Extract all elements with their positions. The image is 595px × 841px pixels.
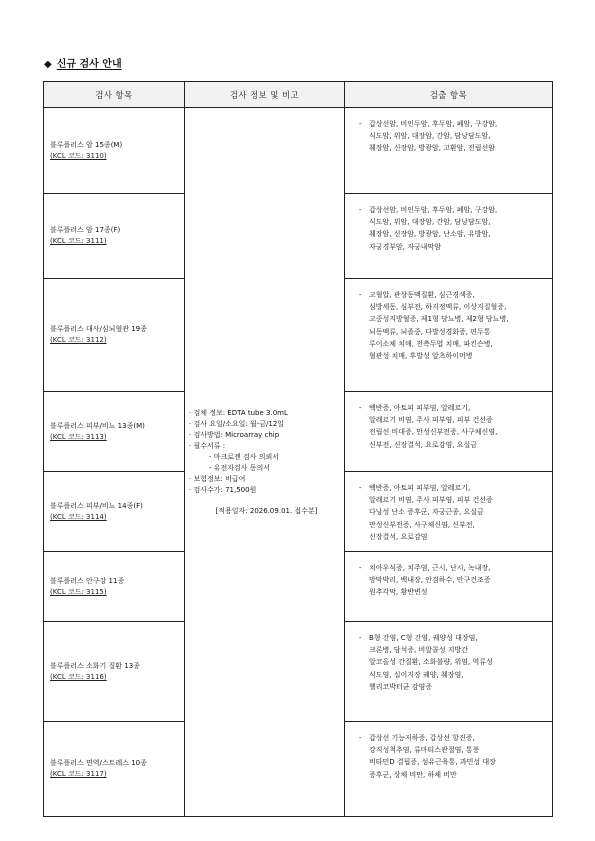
detected-items-list [359,482,546,543]
dash-bullet-icon: - [359,206,362,214]
detected-item-line: 전립선 비대증, 만성신부전증, 사구체신염, [369,428,498,437]
detected-item-line: 갑상선 기능저하증, 갑상선 항진증, [369,734,475,742]
dash-bullet-icon: - [359,564,362,572]
detected-item-line: 식도염, 십이지장 궤양, 췌장염, [369,670,464,679]
dash-bullet-icon: - [359,734,362,742]
kcl-code: (KCL 코드: 3114) [50,512,107,521]
header-test-info: 검사 정보 및 비고 [185,82,345,108]
detected-items-cell [345,722,553,817]
detected-item-line: 식도암, 위암, 대장암, 간암, 담낭담도암, [369,218,491,227]
detected-items-list [359,402,546,451]
detected-items-list [359,632,546,693]
detected-items-list [359,289,546,362]
info-line: · 검사방법: Microarray chip [189,430,280,439]
kcl-code: (KCL 코드: 3113) [50,432,107,441]
detected-item-line: 증후군, 상체 비만, 하체 비만 [369,770,457,779]
test-name: 블루플러스 대사/심뇌혈관 19종 [50,325,147,333]
detected-item-line: 크론병, 담석증, 비알콜성 지방간 [369,646,469,655]
info-line: · 검체 정보: EDTA tube 3.0mL [189,408,288,417]
detected-item-line: 비타민D 결핍증, 섬유근육통, 과민성 대장 [369,758,496,767]
detected-item-line: 고혈압, 관상동맥질환, 심근경색증, [369,291,475,299]
detected-items-cell [345,552,553,622]
test-name: 블루플러스 소화기 질환 13종 [50,661,140,670]
detected-item-line: 원추각막, 황반변성 [369,588,428,597]
detected-item-line: 신부전, 신장결석, 요로감염, 요실금 [369,440,478,449]
detected-item-line: 췌장암, 신장암, 방광암, 고환암, 전립선암 [369,144,495,153]
detected-item-line: 백반증, 아토피 피부염, 알레르기, [369,484,471,492]
diamond-bullet-icon: ◆ [44,59,52,70]
detected-items-cell [345,392,553,472]
dash-bullet-icon: - [359,484,362,492]
test-name: 블루플러스 피부/비뇨 13종(M) [50,421,145,430]
detected-item-line: 알코올성 간질환, 소화불량, 위염, 역류성 [369,658,493,667]
test-name-cell [44,472,185,552]
detected-item-line: 치아우식증, 치주염, 근시, 난시, 녹내장, [369,564,491,572]
test-table [43,81,553,817]
detected-items-cell [345,279,553,392]
detected-item-line: 갑상선암, 비인두암, 후두암, 폐암, 구강암, [369,206,498,214]
test-name: 블루플러스 암 17종(F) [50,226,121,234]
detected-item-line: 만성신부전증, 사구체신염, 신부전, [369,520,475,529]
detected-item-line: 고중성지방혈증, 제1형 당뇨병, 제2형 당뇨병, [369,315,509,324]
test-name-cell [44,279,185,392]
test-name: 블루플러스 피부/비뇨 14종(F) [50,501,143,510]
detected-item-line: 췌장암, 신장암, 방광암, 난소암, 유방암, [369,230,491,239]
header-test-item: 검사 항목 [44,82,185,108]
detected-item-line: 백반증, 아토피 피부염, 알레르기, [369,404,471,412]
detected-item-line: 알레르기 비염, 주사 피부염, 피부 건선증 [369,496,493,505]
detected-items-list [359,732,546,781]
header-detected-items: 검출 항목 [345,82,553,108]
detected-item-line: 다낭성 난소 증후군, 자궁근종, 요실금 [369,508,484,517]
test-name: 블루플러스 안구강 11종 [50,576,125,585]
detected-item-line: 알레르기 비염, 주사 피부염, 피부 건선증 [369,416,493,425]
test-name: 블루플러스 암 15종(M) [50,140,123,149]
test-name-cell [44,722,185,817]
dash-bullet-icon: - [359,634,362,642]
detected-item-line: 갑상선암, 비인두암, 후두암, 폐암, 구강암, [369,120,498,128]
detected-item-line: 강직성척추염, 류마티스관절염, 통풍 [369,746,480,755]
test-name-cell [44,392,185,472]
detected-items-cell [345,108,553,194]
info-line: · 검사수가: 71,500원 [189,485,257,494]
detected-item-line: 루이소체 치매, 전측두엽 치매, 파킨슨병, [369,339,493,348]
dash-bullet-icon: - [359,120,362,128]
required-document: - 유전자검사 동의서 [209,463,271,472]
detected-items-list [359,118,546,155]
detected-items-cell [345,622,553,722]
dash-bullet-icon: - [359,291,362,299]
detected-item-line: 식도암, 위암, 대장암, 간암, 담낭담도암, [369,132,491,141]
dash-bullet-icon: - [359,404,362,412]
detected-items-list [359,562,546,599]
detected-item-line: 신장결석, 요로감염 [369,532,428,541]
table-row [44,108,553,194]
info-line: · 보험정보: 비급여 [189,474,246,483]
detected-item-line: 혈관성 치매, 후발성 알츠하이머병 [369,352,473,361]
table-header-row [44,82,553,108]
info-line: · 검사 요일/소요일: 월-금/12일 [189,419,285,428]
kcl-code: (KCL 코드: 3117) [50,770,107,778]
kcl-code: (KCL 코드: 3116) [50,672,107,681]
test-name: 블루플러스 면역/스트레스 10종 [50,759,147,767]
test-name-cell [44,194,185,279]
test-name-cell [44,552,185,622]
detected-item-line: 뇌동맥류, 뇌졸중, 다발성경화증, 편두통 [369,327,491,336]
section-title-text: 신규 검사 안내 [56,59,122,70]
detected-item-line: B형 간염, C형 간염, 궤양성 대장염, [369,634,478,642]
detected-items-cell [345,472,553,552]
test-name-cell [44,622,185,722]
detected-items-cell [345,194,553,279]
kcl-code: (KCL 코드: 3112) [50,336,107,344]
kcl-code: (KCL 코드: 3110) [50,151,107,160]
kcl-code: (KCL 코드: 3115) [50,587,107,596]
test-name-cell [44,108,185,194]
required-document: - 마크로젠 검사 의뢰서 [209,452,280,461]
kcl-code: (KCL 코드: 3111) [50,237,107,245]
effective-date-notice: [적용일자: 2026.09.01. 접수분] [215,506,318,515]
detected-item-line: 자궁경부암, 자궁내막암 [369,242,442,251]
detected-item-line: 심방세동, 심부전, 하지정맥류, 이상지질혈증, [369,303,507,312]
detected-items-list [359,204,546,253]
info-line: · 필수서류 : [189,441,226,450]
test-info-cell [185,108,345,817]
section-title [44,55,122,70]
detected-item-line: 헬리코박터균 감염증 [369,682,433,691]
detected-item-line: 망막박리, 백내장, 안검하수, 안구건조증 [369,576,491,585]
